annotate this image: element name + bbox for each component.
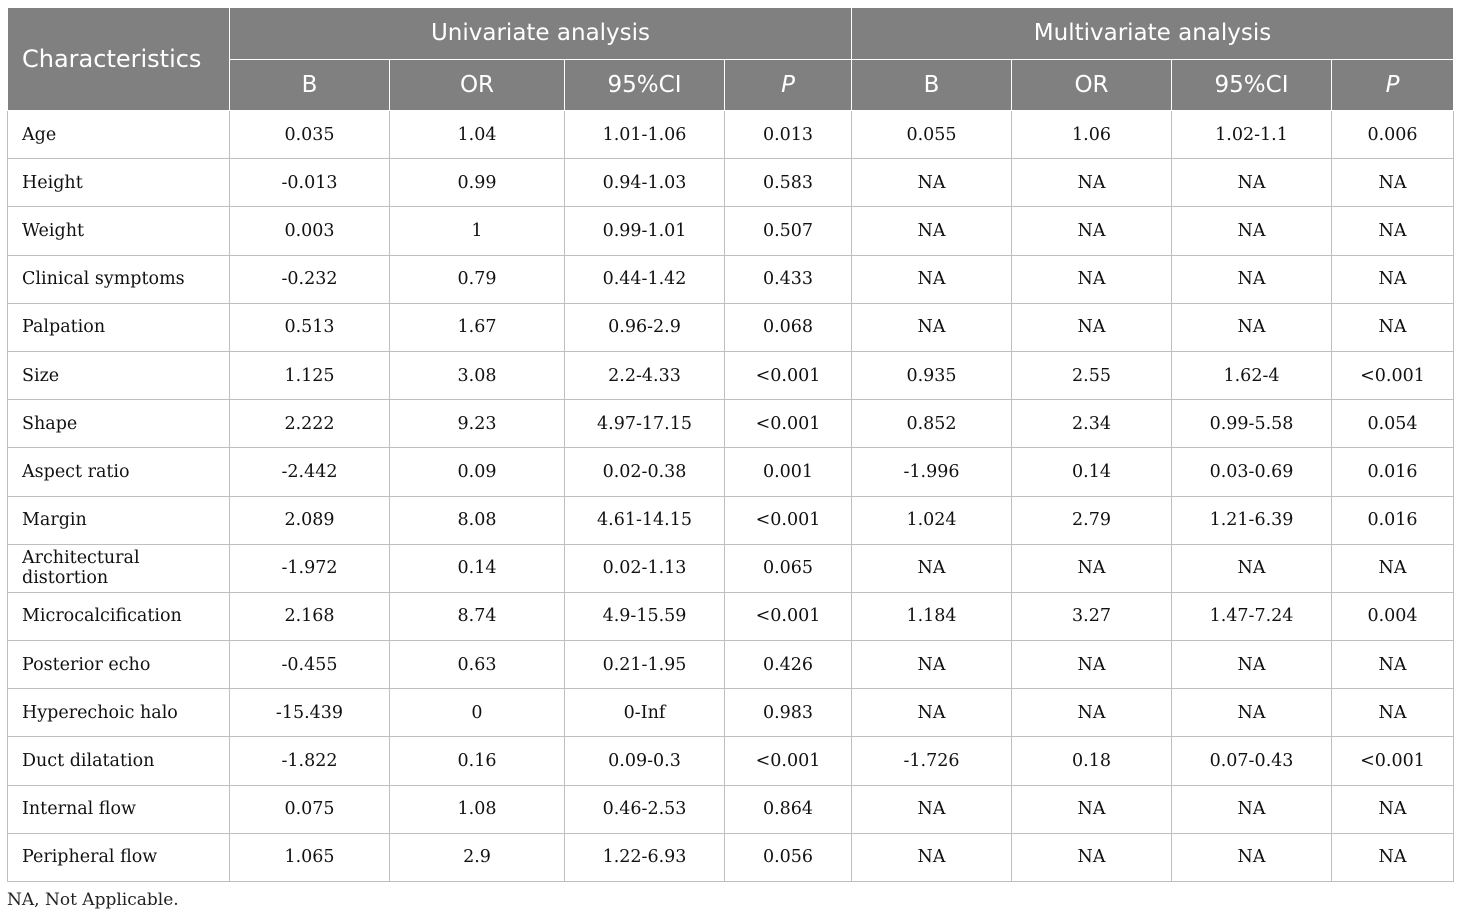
table-cell: 9.23 [390, 400, 565, 448]
table-row [8, 448, 1454, 496]
table-cell: 0.513 [230, 303, 390, 351]
table-footnote: NA, Not Applicable. [7, 890, 179, 910]
table-body [8, 111, 1454, 882]
row-label: Weight [8, 207, 230, 255]
header-col-p: P [725, 59, 852, 111]
table-cell: NA [852, 689, 1012, 737]
table-cell: NA [1332, 159, 1454, 207]
table-cell: NA [1012, 207, 1172, 255]
table-cell: NA [1012, 544, 1172, 592]
table-header [8, 8, 1454, 111]
row-label: Hyperechoic halo [8, 689, 230, 737]
table-cell: 2.089 [230, 496, 390, 544]
table-cell: 1.02-1.1 [1172, 111, 1332, 159]
table-row [8, 833, 1454, 881]
table-cell: NA [1332, 785, 1454, 833]
table-cell: 0.44-1.42 [565, 255, 725, 303]
table-cell: -1.822 [230, 737, 390, 785]
header-col-or: OR [1012, 59, 1172, 111]
table-row [8, 592, 1454, 640]
table-cell: 0.016 [1332, 496, 1454, 544]
table-cell: 0.09 [390, 448, 565, 496]
row-label: Peripheral flow [8, 833, 230, 881]
table-cell: NA [1332, 641, 1454, 689]
table-cell: -15.439 [230, 689, 390, 737]
table-cell: NA [1172, 785, 1332, 833]
table-cell: 1.67 [390, 303, 565, 351]
table-cell: 0.054 [1332, 400, 1454, 448]
table-cell: 0.055 [852, 111, 1012, 159]
table-cell: NA [852, 207, 1012, 255]
table-cell: 0.79 [390, 255, 565, 303]
table-row [8, 207, 1454, 255]
table-cell: 1.065 [230, 833, 390, 881]
table-cell: NA [1172, 159, 1332, 207]
table-cell: 0.056 [725, 833, 852, 881]
table-cell: 0.001 [725, 448, 852, 496]
table-cell: -0.455 [230, 641, 390, 689]
table-cell: 0.14 [390, 544, 565, 592]
table-cell: 1.04 [390, 111, 565, 159]
table-cell: 0.935 [852, 351, 1012, 399]
table-cell: 1.22-6.93 [565, 833, 725, 881]
table-cell: 0.583 [725, 159, 852, 207]
table-cell: <0.001 [725, 400, 852, 448]
regression-table [7, 7, 1454, 882]
table-cell: NA [1332, 303, 1454, 351]
table-cell: <0.001 [725, 737, 852, 785]
table-cell: 0.433 [725, 255, 852, 303]
table-cell: 0.035 [230, 111, 390, 159]
table-cell: <0.001 [725, 592, 852, 640]
table-cell: 0.46-2.53 [565, 785, 725, 833]
table-cell: 4.97-17.15 [565, 400, 725, 448]
table-cell: 1 [390, 207, 565, 255]
table-container [7, 7, 1453, 910]
row-label: Margin [8, 496, 230, 544]
table-cell: <0.001 [725, 496, 852, 544]
header-characteristics: Characteristics [8, 8, 230, 111]
table-row [8, 159, 1454, 207]
table-cell: NA [1012, 833, 1172, 881]
table-cell: 2.9 [390, 833, 565, 881]
table-row [8, 689, 1454, 737]
table-cell: 0.63 [390, 641, 565, 689]
table-cell: NA [1012, 689, 1172, 737]
row-label: Posterior echo [8, 641, 230, 689]
table-row [8, 111, 1454, 159]
table-cell: NA [852, 255, 1012, 303]
table-cell: NA [852, 544, 1012, 592]
table-row [8, 785, 1454, 833]
table-cell: -1.996 [852, 448, 1012, 496]
header-col-ci: 95%CI [1172, 59, 1332, 111]
table-cell: NA [1012, 641, 1172, 689]
table-cell: -0.232 [230, 255, 390, 303]
table-cell: 0.94-1.03 [565, 159, 725, 207]
table-cell: 2.168 [230, 592, 390, 640]
header-multivariate: Multivariate analysis [852, 8, 1454, 60]
table-cell: 0.96-2.9 [565, 303, 725, 351]
table-cell: 0.02-1.13 [565, 544, 725, 592]
table-cell: 2.222 [230, 400, 390, 448]
table-row [8, 351, 1454, 399]
table-cell: 0.07-0.43 [1172, 737, 1332, 785]
table-cell: 0.852 [852, 400, 1012, 448]
table-cell: 8.74 [390, 592, 565, 640]
row-label: Age [8, 111, 230, 159]
table-cell: -2.442 [230, 448, 390, 496]
table-cell: NA [852, 641, 1012, 689]
table-cell: 1.024 [852, 496, 1012, 544]
table-cell: NA [1012, 159, 1172, 207]
row-label: Clinical symptoms [8, 255, 230, 303]
table-cell: 0.003 [230, 207, 390, 255]
table-cell: 0.507 [725, 207, 852, 255]
table-row [8, 255, 1454, 303]
table-cell: 0.14 [1012, 448, 1172, 496]
table-cell: NA [852, 159, 1012, 207]
table-cell: <0.001 [1332, 351, 1454, 399]
table-cell: 2.34 [1012, 400, 1172, 448]
table-cell: 0-Inf [565, 689, 725, 737]
row-label: Microcalcification [8, 592, 230, 640]
table-cell: 4.9-15.59 [565, 592, 725, 640]
table-cell: <0.001 [1332, 737, 1454, 785]
table-cell: NA [1172, 544, 1332, 592]
table-cell: 1.08 [390, 785, 565, 833]
table-cell: 0.99 [390, 159, 565, 207]
table-cell: 0.983 [725, 689, 852, 737]
table-cell: 0.016 [1332, 448, 1454, 496]
table-cell: 0.99-1.01 [565, 207, 725, 255]
header-col-ci: 95%CI [565, 59, 725, 111]
row-label: Size [8, 351, 230, 399]
table-cell: 3.27 [1012, 592, 1172, 640]
table-cell: 0.03-0.69 [1172, 448, 1332, 496]
table-cell: 0.013 [725, 111, 852, 159]
table-cell: NA [1332, 689, 1454, 737]
table-cell: NA [1332, 544, 1454, 592]
table-cell: NA [1012, 255, 1172, 303]
header-col-or: OR [390, 59, 565, 111]
table-cell: 0.426 [725, 641, 852, 689]
table-cell: 1.125 [230, 351, 390, 399]
table-cell: 0.075 [230, 785, 390, 833]
table-cell: <0.001 [725, 351, 852, 399]
table-cell: NA [852, 303, 1012, 351]
table-cell: 1.47-7.24 [1172, 592, 1332, 640]
table-cell: NA [1172, 207, 1332, 255]
table-cell: 1.01-1.06 [565, 111, 725, 159]
table-cell: 2.79 [1012, 496, 1172, 544]
table-cell: -1.972 [230, 544, 390, 592]
row-label: Palpation [8, 303, 230, 351]
table-cell: -0.013 [230, 159, 390, 207]
row-label: Height [8, 159, 230, 207]
table-cell: 0.02-0.38 [565, 448, 725, 496]
table-row [8, 641, 1454, 689]
row-label: Shape [8, 400, 230, 448]
table-cell: NA [1012, 303, 1172, 351]
table-cell: NA [852, 833, 1012, 881]
table-cell: NA [1332, 255, 1454, 303]
header-col-b: B [852, 59, 1012, 111]
table-cell: 8.08 [390, 496, 565, 544]
header-univariate: Univariate analysis [230, 8, 852, 60]
table-cell: 1.184 [852, 592, 1012, 640]
table-cell: 0.004 [1332, 592, 1454, 640]
table-cell: 0.006 [1332, 111, 1454, 159]
table-cell: NA [1172, 641, 1332, 689]
table-cell: 0.99-5.58 [1172, 400, 1332, 448]
table-cell: 4.61-14.15 [565, 496, 725, 544]
table-cell: -1.726 [852, 737, 1012, 785]
table-cell: NA [1172, 689, 1332, 737]
table-cell: NA [1172, 255, 1332, 303]
row-label: Duct dilatation [8, 737, 230, 785]
table-cell: 0.16 [390, 737, 565, 785]
table-cell: NA [1172, 833, 1332, 881]
table-cell: NA [1172, 303, 1332, 351]
table-cell: 0.864 [725, 785, 852, 833]
table-cell: 2.55 [1012, 351, 1172, 399]
table-cell: 0.21-1.95 [565, 641, 725, 689]
table-cell: NA [1332, 833, 1454, 881]
table-row [8, 496, 1454, 544]
table-cell: 1.62-4 [1172, 351, 1332, 399]
row-label: Architectural distortion [8, 544, 230, 592]
table-row [8, 737, 1454, 785]
table-cell: NA [1012, 785, 1172, 833]
table-cell: 2.2-4.33 [565, 351, 725, 399]
table-cell: 0 [390, 689, 565, 737]
table-cell: 0.065 [725, 544, 852, 592]
table-cell: NA [852, 785, 1012, 833]
table-row [8, 303, 1454, 351]
table-cell: 1.06 [1012, 111, 1172, 159]
table-row [8, 544, 1454, 592]
table-cell: 0.09-0.3 [565, 737, 725, 785]
header-col-p: P [1332, 59, 1454, 111]
table-cell: NA [1332, 207, 1454, 255]
header-col-b: B [230, 59, 390, 111]
row-label: Aspect ratio [8, 448, 230, 496]
table-cell: 0.18 [1012, 737, 1172, 785]
table-cell: 3.08 [390, 351, 565, 399]
table-cell: 0.068 [725, 303, 852, 351]
table-cell: 1.21-6.39 [1172, 496, 1332, 544]
table-row [8, 400, 1454, 448]
row-label: Internal flow [8, 785, 230, 833]
